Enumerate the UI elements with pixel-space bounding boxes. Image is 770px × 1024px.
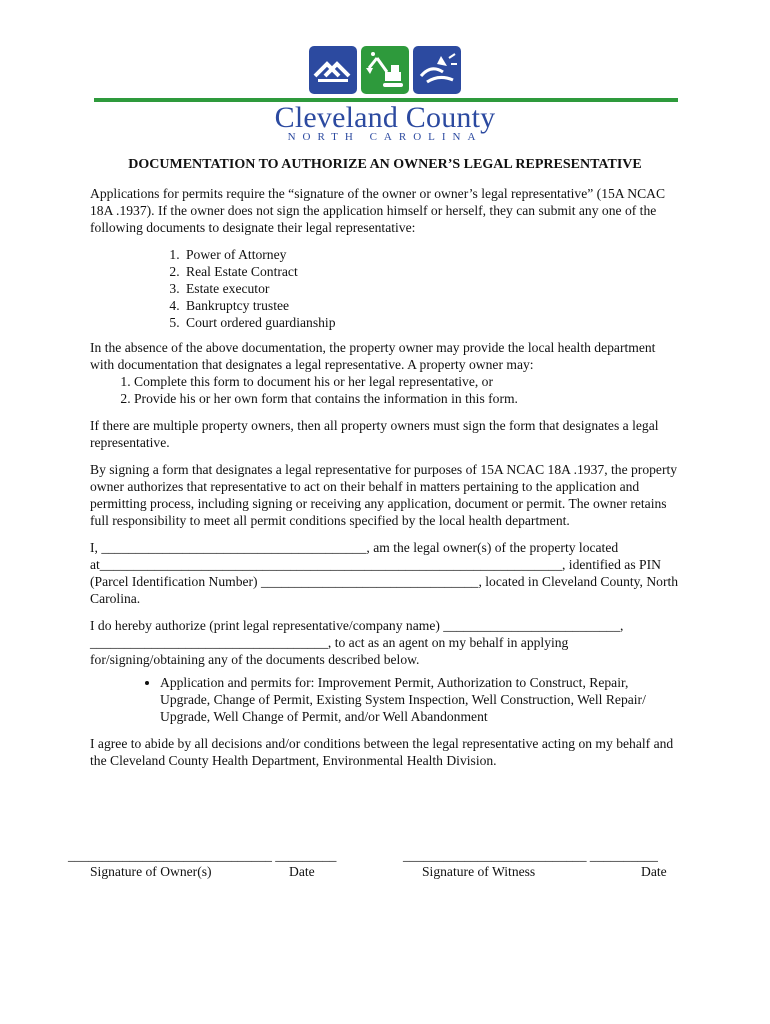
- org-name: Cleveland County: [274, 101, 496, 134]
- list-item: • Application and permits for: Improvement Permit, Authorization to Construct, Repair, Upgrade, Change of Permit, Existing System Inspection, Well Construction, Well Repair/ Upgrade, Well Change of Permit, and/or Well Abandonment: [160, 674, 680, 725]
- owner-signature-label: Signature of Owner(s): [90, 864, 212, 879]
- list-item: 2. Provide his or her own form that contains the information in this form.: [134, 390, 680, 407]
- owner-options-list: [90, 373, 680, 407]
- signing-paragraph: By signing a form that designates a legal representative for purposes of 15A NCAC 18A .1937, the property owner authorizes that representative to act on their behalf in matters pertaining to the application and permitting process, including signing or receiving any application, document or permit. The owner retains full responsibility to meet all permit conditions specified by the local health department.: [90, 462, 678, 528]
- agree-paragraph: I agree to abide by all decisions and/or conditions between the legal representative acting on my behalf and the Cleveland County Health Department, Environmental Health Division.: [90, 736, 674, 768]
- absence-paragraph: In the absence of the above documentation, the property owner may provide the local health department with documentation that designates a legal representative. A property owner may:: [90, 340, 656, 372]
- document-body: [90, 156, 680, 779]
- authorize-statement-field: I do hereby authorize (print legal representative/company name) __________________________, ___________________________________, to act as an agent on my behalf in applying for/signing/obtaining any of the documents described below.: [90, 618, 624, 667]
- owner-signature-line: ______________________________ _________: [68, 848, 337, 863]
- permit-types-list: [90, 674, 680, 725]
- list-item: 1. Complete this form to document his or her legal representative, or: [134, 373, 680, 390]
- document-title: DOCUMENTATION TO AUTHORIZE AN OWNER’S LEGAL REPRESENTATIVE: [128, 157, 642, 172]
- org-state: NORTH CAROLINA: [287, 131, 483, 143]
- documents-list: [90, 246, 680, 331]
- witness-date-label: Date: [641, 864, 667, 879]
- witness-signature-label: Signature of Witness: [422, 864, 536, 879]
- multiple-owners-paragraph: If there are multiple property owners, then all property owners must sign the form that designates a legal representative.: [90, 418, 659, 450]
- sun-rays-icon: [413, 46, 461, 94]
- list-item: 4. Bankruptcy trustee: [183, 297, 680, 314]
- owner-statement-field: I, _______________________________________, am the legal owner(s) of the property located at____________________________________________________________________, identified as PIN (Parcel Identification Number) ________________________________, located in Cleveland County, North Carolina.: [90, 540, 679, 606]
- signature-block: [68, 848, 680, 888]
- owner-date-label: Date: [289, 864, 315, 879]
- list-item: 1. Power of Attorney: [183, 246, 680, 263]
- excavator-icon: [361, 46, 409, 94]
- letterhead: [0, 0, 770, 150]
- house-roof-icon: [309, 46, 357, 94]
- list-item: 2. Real Estate Contract: [183, 263, 680, 280]
- witness-signature-line: ___________________________ __________: [403, 848, 658, 863]
- intro-paragraph: Applications for permits require the “signature of the owner or owner’s legal representative” (15A NCAC 18A .1937). If the owner does not sign the application himself or herself, they can submit any one of the following documents to designate their legal representative:: [90, 186, 666, 235]
- list-item: 3. Estate executor: [183, 280, 680, 297]
- list-item: 5. Court ordered guardianship: [183, 314, 680, 331]
